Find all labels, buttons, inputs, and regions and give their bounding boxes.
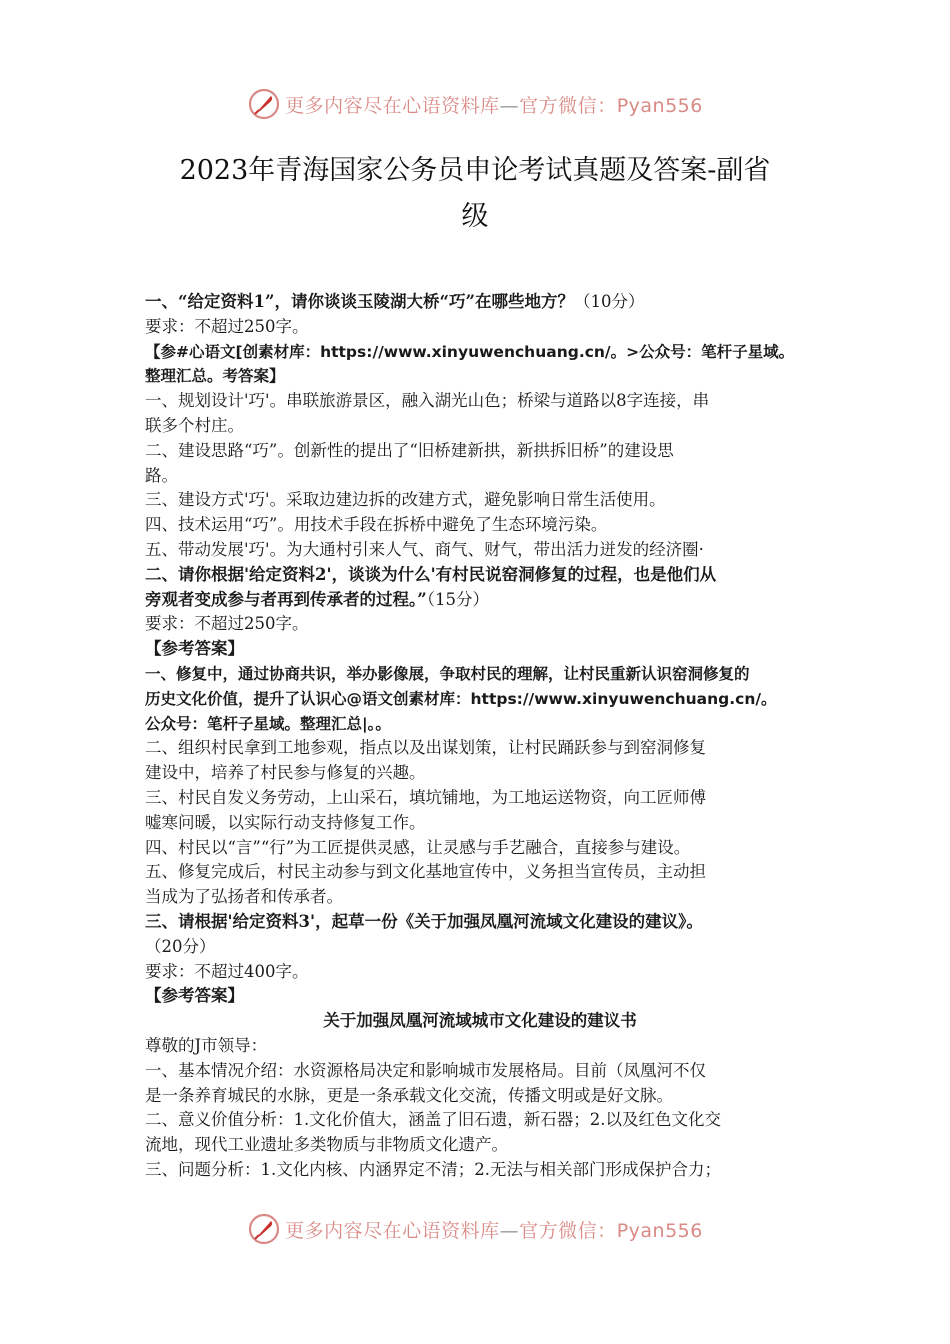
banner-separator: — xyxy=(499,94,520,117)
question-2-heading-line-2: 旁观者变成参与者再到传承者的过程。” xyxy=(145,589,427,609)
answer-line: 三、村民自发义务劳动，上山采石，填坑铺地，为工地运送物资，向工匠师傅 xyxy=(145,787,706,807)
feather-pen-logo-icon xyxy=(247,1212,281,1246)
question-2-answer-1-line-1: 一、修复中，通过协商共识，举办影像展，争取村民的理解，让村民重新认识窑洞修复的 xyxy=(145,664,750,683)
answer-line: 四、技术运用“巧”。用技术手段在拆桥中避免了生态环境污染。 xyxy=(145,515,608,535)
question-2-answer-1-line-3: 公众号：笔杆子星域。整理汇总|。。 xyxy=(145,714,391,733)
banner-contact-id: Pyan556 xyxy=(616,94,703,117)
question-2-answer-1-line-2: 历史文化价值，提升了认识心@语文创素材库：https://www.xinyuwenchuang.cn/。 xyxy=(145,689,777,708)
title-line-2: 级 xyxy=(461,201,489,232)
answer-line: 二、建设思路“巧”。创新性的提出了“旧桥建新拱，新拱拆旧桥”的建设思 xyxy=(145,440,674,460)
question-1-ref-line-1: 【参#心语文[创素材库：https://www.xinyuwenchuang.cn/。>公众号：笔杆子星域。 xyxy=(145,342,795,361)
answer-line: 建设中，培养了村民参与修复的兴趣。 xyxy=(145,763,426,783)
title-line-1: 2023年青海国家公务员申论考试真题及答案-副省 xyxy=(179,155,771,186)
question-2-ref-label: 【参考答案】 xyxy=(145,639,244,659)
answer-line: 五、带动发展'巧'。为大通村引来人气、商气、财气，带出活力迸发的经济圈· xyxy=(145,539,704,559)
answer-line: 五、修复完成后，村民主动参与到文化基地宣传中，义务担当宣传员，主动担 xyxy=(145,862,706,882)
question-2-heading xyxy=(145,588,815,613)
question-1-heading xyxy=(145,290,815,315)
header-watermark-banner xyxy=(0,84,950,124)
banner-separator: — xyxy=(499,1219,520,1242)
question-2-heading-line-1: 二、请你根据'给定资料2'，谈谈为什么'有村民说窑洞修复的过程，也是他们从 xyxy=(145,564,717,584)
question-1-score: （10分） xyxy=(573,292,645,311)
answer-line: 三、问题分析：1.文化内核、内涵界定不清；2.无法与相关部门形成保护合力； xyxy=(145,1159,721,1179)
letter-salutation: 尊敬的J市领导： xyxy=(145,1035,268,1055)
answer-line: 是一条养育城民的水脉，更是一条承载文化交流，传播文明或是好文脉。 xyxy=(145,1085,673,1105)
banner-text: 更多内容尽在心语资料库 xyxy=(285,1219,500,1242)
answer-line: 路。 xyxy=(145,465,178,485)
question-3-score: （20分） xyxy=(145,936,216,956)
feather-pen-logo-icon xyxy=(247,87,281,121)
question-2-requirement: 要求：不超过250字。 xyxy=(145,614,309,634)
answer-line: 当成为了弘扬者和传承者。 xyxy=(145,887,343,907)
answer-line: 一、基本情况介绍：水资源格局决定和影响城市发展格局。目前（凤凰河不仅 xyxy=(145,1060,706,1080)
question-1-requirement: 要求：不超过250字。 xyxy=(145,316,309,336)
answer-line: 流地，现代工业遗址多类物质与非物质文化遗产。 xyxy=(145,1135,508,1155)
footer-watermark-banner xyxy=(0,1209,950,1249)
banner-contact-label: 官方微信： xyxy=(519,94,617,117)
letter-title: 关于加强凤凰河流域城市文化建设的建议书 xyxy=(323,1011,637,1031)
banner-contact-id: Pyan556 xyxy=(616,1219,703,1242)
banner-contact-label: 官方微信： xyxy=(519,1219,617,1242)
page-title xyxy=(150,148,800,240)
answer-line: 联多个村庄。 xyxy=(145,415,244,435)
answer-line: 三、建设方式'巧'。采取边建边拆的改建方式，避免影响日常生活使用。 xyxy=(145,490,666,510)
answer-line: 嘘寒问暖，以实际行动支持修复工作。 xyxy=(145,812,426,832)
answer-line: 二、意义价值分析：1.文化价值大，涵盖了旧石遗，新石器；2.以及红色文化交 xyxy=(145,1110,721,1130)
question-2-score: （15分） xyxy=(426,589,489,609)
document-body xyxy=(145,290,815,1183)
answer-line: 一、规划设计'巧'。串联旅游景区，融入湖光山色；桥梁与道路以8字连接，串 xyxy=(145,391,710,411)
answer-line: 四、村民以“言”“行”为工匠提供灵感，让灵感与手艺融合，直接参与建设。 xyxy=(145,837,691,857)
answer-line: 二、组织村民拿到工地参观，指点以及出谋划策，让村民踊跃参与到窑洞修复 xyxy=(145,738,706,758)
banner-text: 更多内容尽在心语资料库 xyxy=(285,94,500,117)
question-3-heading: 三、请根据'给定资料3'，起草一份《关于加强凤凰河流域文化建设的建议》。 xyxy=(145,911,703,931)
question-1-text: 一、“给定资料1”，请你谈谈玉陵湖大桥“巧”在哪些地方？ xyxy=(145,292,574,311)
question-3-ref-label: 【参考答案】 xyxy=(145,986,244,1006)
question-3-requirement: 要求：不超过400字。 xyxy=(145,961,309,981)
question-1-ref-line-2: 整理汇总。考答案】 xyxy=(145,367,285,386)
